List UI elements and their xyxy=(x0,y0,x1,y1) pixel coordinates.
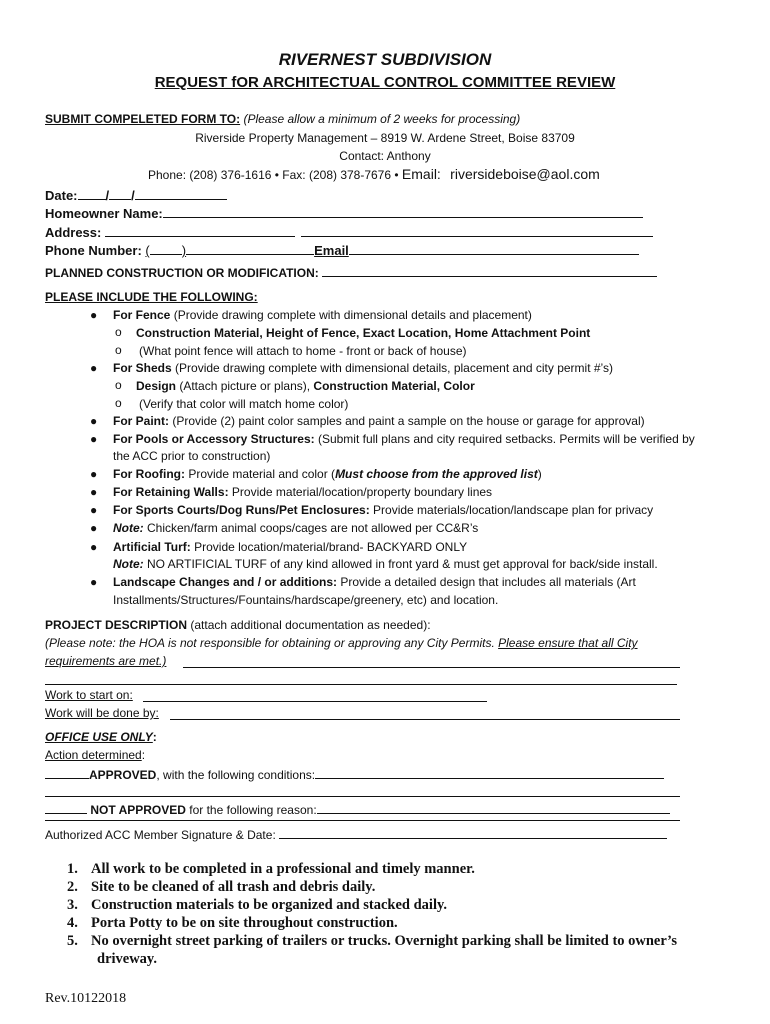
roofing-text: Provide material and color ( xyxy=(184,467,336,481)
action-colon: : xyxy=(141,748,146,762)
fence-sub1: Construction Material, Height of Fence, Exact Location, Home Attachment Point xyxy=(136,326,591,340)
signature-line[interactable] xyxy=(45,826,667,842)
courts-label: For Sports Courts/Dog Runs/Pet Enclosures: xyxy=(113,503,370,517)
approved-conditions-line[interactable] xyxy=(45,796,680,797)
bullet-icon: ● xyxy=(90,540,98,554)
roofing-approved: Must choose from the approved list xyxy=(335,467,538,481)
include-note xyxy=(113,521,478,535)
rule-item-cont: driveway. xyxy=(97,951,158,967)
rule-number: 1. xyxy=(67,861,78,877)
include-pools xyxy=(113,432,695,446)
roofing-label: For Roofing: xyxy=(113,467,185,481)
date-separator: / xyxy=(131,188,135,203)
planned-construction-field[interactable] xyxy=(45,264,657,280)
project-description-line[interactable] xyxy=(45,684,677,685)
paint-label: For Paint: xyxy=(113,414,169,428)
bullet-icon: ● xyxy=(90,414,98,428)
submit-contact: Contact: Anthony xyxy=(339,149,431,163)
circle-bullet-icon: o xyxy=(115,343,122,357)
pools-label: For Pools or Accessory Structures: xyxy=(113,432,315,446)
sheds-sub1-text: (Attach picture or plans), xyxy=(176,379,314,393)
turf-note xyxy=(113,557,658,571)
action-label: Action determined xyxy=(45,748,142,762)
submit-address: Riverside Property Management – 8919 W. Ardene Street, Boise 83709 xyxy=(195,131,575,145)
project-note-underline: Please ensure that all City xyxy=(498,636,638,650)
address-field[interactable] xyxy=(45,224,653,240)
fence-sub2: (What point fence will attach to home - front or back of house) xyxy=(139,344,467,358)
bullet-icon: ● xyxy=(90,503,98,517)
work-done-line[interactable] xyxy=(170,719,680,720)
circle-bullet-icon: o xyxy=(115,378,122,392)
landscape-text-cont: Installments/Structures/Fountains/hardscape/greenery, etc) and location. xyxy=(113,593,499,607)
phone-area-close: ) xyxy=(181,243,187,258)
sheds-sub1 xyxy=(136,379,475,393)
include-fence xyxy=(113,308,532,322)
note-text: Chicken/farm animal coops/cages are not allowed per CC&R’s xyxy=(143,521,479,535)
not-approved-label: NOT APPROVED xyxy=(90,803,186,817)
include-landscape xyxy=(113,575,636,589)
courts-text: Provide materials/location/landscape plan for privacy xyxy=(369,503,654,517)
project-note-text: (Please note: the HOA is not responsible for obtaining or approving any City Permits. xyxy=(45,636,499,650)
rule-item: Porta Potty to be on site throughout construction. xyxy=(91,915,398,931)
office-label: OFFICE USE ONLY xyxy=(45,730,153,744)
rule-item: All work to be completed in a professional and timely manner. xyxy=(91,861,475,877)
office-colon: : xyxy=(152,730,157,744)
email-field-label: Email xyxy=(314,243,349,258)
project-description-heading xyxy=(45,618,431,632)
work-done-label: Work will be done by: xyxy=(45,706,159,720)
submit-email-label: Email: xyxy=(401,166,441,182)
circle-bullet-icon: o xyxy=(115,325,122,339)
submit-phone-line xyxy=(148,166,600,182)
work-start-line[interactable] xyxy=(143,701,487,702)
not-approved-reason-line[interactable] xyxy=(45,820,680,821)
sheds-sub2: (Verify that color will match home color) xyxy=(139,397,349,411)
walls-text: Provide material/location/property boundary lines xyxy=(228,485,493,499)
bullet-icon: ● xyxy=(90,485,98,499)
rule-number: 5. xyxy=(67,933,78,949)
rule-number: 2. xyxy=(67,879,78,895)
phone-email-field[interactable] xyxy=(45,242,639,258)
submit-phone: Phone: (208) 376-1616 • Fax: (208) 378-7676 • xyxy=(148,168,399,182)
include-roofing xyxy=(113,467,542,481)
phone-area-open: ( xyxy=(145,243,150,258)
signature-label: Authorized ACC Member Signature & Date: xyxy=(45,828,276,842)
landscape-label: Landscape Changes and / or additions: xyxy=(113,575,338,589)
submit-line xyxy=(45,112,520,126)
approved-line[interactable] xyxy=(45,766,664,782)
phone-label: Phone Number: xyxy=(45,243,142,258)
bullet-icon: ● xyxy=(90,361,98,375)
bullet-icon: ● xyxy=(90,308,98,322)
document-subtitle: REQUEST fOR ARCHITECTUAL CONTROL COMMITTEE REVIEW xyxy=(154,74,616,91)
date-field[interactable] xyxy=(45,187,227,203)
homeowner-label: Homeowner Name: xyxy=(45,206,163,221)
document-title: RIVERNEST SUBDIVISION xyxy=(278,50,492,69)
landscape-text: Provide a detailed design that includes all materials (Art xyxy=(337,575,636,589)
sheds-material: Construction Material, Color xyxy=(313,379,475,393)
project-label: PROJECT DESCRIPTION xyxy=(45,618,188,632)
include-turf xyxy=(113,540,467,554)
approved-label: APPROVED xyxy=(89,768,157,782)
paint-text: (Provide (2) paint color samples and paint a sample on the house or garage for approval) xyxy=(169,414,645,428)
rule-item: No overnight street parking of trailers or trucks. Overnight parking shall be limited to owner’s xyxy=(91,933,677,949)
turf-text: Provide location/material/brand- BACKYARD ONLY xyxy=(190,540,468,554)
office-use-heading xyxy=(45,730,157,744)
turf-label: Artificial Turf: xyxy=(113,540,191,554)
include-walls xyxy=(113,485,492,499)
fence-label: For Fence xyxy=(113,308,171,322)
include-paint xyxy=(113,414,645,428)
bullet-icon: ● xyxy=(90,521,98,535)
rule-item: Construction materials to be organized and stacked daily. xyxy=(91,897,448,913)
bullet-icon: ● xyxy=(90,467,98,481)
pools-text: (Submit full plans and city required setbacks. Permits will be verified by xyxy=(314,432,695,446)
include-courts xyxy=(113,503,653,517)
rule-number: 3. xyxy=(67,897,78,913)
action-determined xyxy=(45,748,145,762)
sheds-text: (Provide drawing complete with dimensional details, placement and city permit #’s) xyxy=(171,361,614,375)
not-approved-line[interactable] xyxy=(45,801,670,817)
project-description-line[interactable] xyxy=(183,667,680,668)
planned-label: PLANNED CONSTRUCTION OR MODIFICATION: xyxy=(45,266,319,280)
include-sheds xyxy=(113,361,613,375)
revision-label: Rev.10122018 xyxy=(45,991,127,1006)
submit-note: (Please allow a minimum of 2 weeks for processing) xyxy=(243,112,521,126)
submit-email: riversideboise@aol.com xyxy=(450,166,600,182)
note-label: Note: xyxy=(113,521,144,535)
homeowner-name-field[interactable] xyxy=(45,205,643,221)
approved-text: , with the following conditions: xyxy=(156,768,316,782)
fence-text: (Provide drawing complete with dimensional details and placement) xyxy=(170,308,532,322)
date-label: Date: xyxy=(45,188,78,203)
bullet-icon: ● xyxy=(90,432,98,446)
not-approved-text: for the following reason: xyxy=(185,803,317,817)
turf-note-text: NO ARTIFICIAL TURF of any kind allowed in front yard & must get approval for back/side install. xyxy=(143,557,658,571)
include-heading: PLEASE INCLUDE THE FOLLOWING: xyxy=(45,290,258,304)
pools-text-cont: the ACC prior to construction) xyxy=(113,449,271,463)
circle-bullet-icon: o xyxy=(115,396,122,410)
sheds-design: Design xyxy=(136,379,177,393)
walls-label: For Retaining Walls: xyxy=(113,485,229,499)
date-separator: / xyxy=(105,188,110,203)
bullet-icon: ● xyxy=(90,575,98,589)
roofing-end: ) xyxy=(537,467,542,481)
project-label-note: (attach additional documentation as needed): xyxy=(187,618,431,632)
project-note-cont: requirements are met.) xyxy=(45,654,167,668)
address-label: Address: xyxy=(45,225,102,240)
sheds-label: For Sheds xyxy=(113,361,172,375)
turf-note-label: Note: xyxy=(113,557,144,571)
project-note xyxy=(45,636,638,650)
submit-label: SUBMIT COMPELETED FORM TO: xyxy=(45,112,241,126)
rule-number: 4. xyxy=(67,915,78,931)
work-start-label: Work to start on: xyxy=(45,688,133,702)
rule-item: Site to be cleaned of all trash and debris daily. xyxy=(91,879,376,895)
